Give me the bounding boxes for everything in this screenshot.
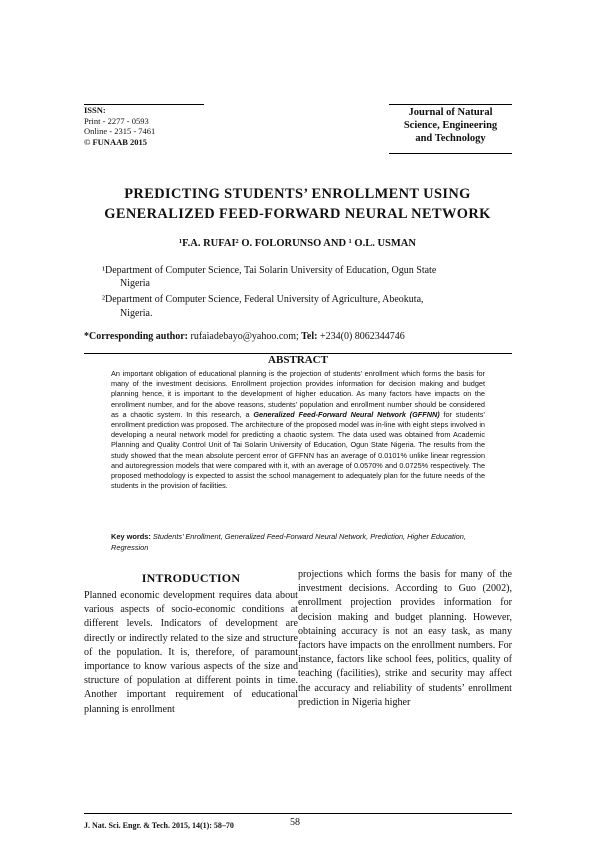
- introduction-heading: INTRODUCTION: [141, 571, 241, 585]
- issn-print: Print - 2277 - 0593: [84, 115, 149, 126]
- keywords: [111, 532, 485, 553]
- issn-block: [84, 104, 204, 151]
- affiliation-1-line-1: ¹Department of Computer Science, Tai Solarin University of Education, Ogun State: [102, 265, 437, 276]
- affiliations: [102, 264, 522, 323]
- corresponding-tel: +234(0) 8062344746: [317, 331, 405, 342]
- journal-name-line-2: Science, Engineering: [403, 120, 498, 131]
- issn-online: Online - 2315 - 7461: [84, 126, 156, 136]
- abstract-text-2: for students’ enrollment prediction was proposed. The architecture of the proposed model was in-line with eight steps involved in developing a neural network model for predicting a chaotic system. The data used was obtained from Academic Planning and Quality Control Unit of Tai Solarin University of Education, Ogun State Nigeria. The results from the study showed that the mean absolute percent error of GFFNN has an average of 0.0101% unlike linear regression and autoregression models that were compared with it, with an average of 0.0570% and 0.0725% respectively. The proposed methodology is expected to assist the school management to adequately plan for the future needs of the students in the provision of facilities.: [111, 409, 485, 491]
- affiliation-2-line-1: ²Department of Computer Science, Federal University of Agriculture, Abeokuta,: [102, 294, 424, 306]
- issn-label: ISSN:: [84, 105, 106, 115]
- keywords-label: Key words:: [111, 532, 151, 541]
- corresponding-email[interactable]: rufaiadebayo@yahoo.com;: [188, 331, 299, 342]
- journal-name-line-3: and Technology: [415, 133, 486, 144]
- keywords-value: Students’ Enrollment, Generalized Feed-Forward Neural Network, Prediction, Higher Education, Regression: [111, 532, 466, 552]
- tel-label: Tel:: [298, 331, 318, 342]
- abstract-text-1: An important obligation of educational planning is the projection of students’ enrollment which forms the basis for many of the investment decisions. Enrollment projection provides information for decision making and budget planning hence, it is important to the development of higher education. As many factors have impacts on the enrollment number, and for the above reasons, students’ population and enrollment number should be considered as a chaotic system. In this research, a: [111, 369, 485, 419]
- body-column-right: [298, 568, 512, 710]
- body-column-left: [84, 568, 298, 717]
- corresponding-label: *Corresponding author:: [84, 331, 188, 342]
- footer-citation: J. Nat. Sci. Engr. & Tech. 2015, 14(1): 58–70: [84, 821, 234, 830]
- abstract-emphasis: Generalized Feed-Forward Neural Network (GFFNN): [253, 409, 440, 419]
- paper-title-line-2: GENERALIZED FEED-FORWARD NEURAL NETWORK: [104, 206, 491, 222]
- affiliation-1-line-2: Nigeria: [120, 278, 150, 290]
- copyright: © FUNAAB 2015: [84, 136, 148, 147]
- affiliation-2-line-2: Nigeria.: [120, 307, 153, 319]
- introduction-text-left: Planned economic development requires data about various aspects of socio-economic conditions at different levels. Indicators of development are directly or indirectly related to the size and structure of the population. It is, therefore, of paramount importance to know various aspects of the size and structure of population at different points in time. Another important requirement of educational planning is enrollment: [84, 590, 298, 715]
- introduction-text-right: projections which forms the basis for many of the investment decisions. According to Guo (2002), enrollment projection provides information for decision making and budget planning. However, obtaining accuracy is not an easy task, as many factors have impacts on the enrollment numbers. For instance, factors like school fees, politics, quality of teaching (facilities), strike and security may affect the accuracy and reliability of students’ enrollment prediction in Nigeria higher: [298, 569, 512, 708]
- footer-divider: [84, 813, 512, 814]
- paper-title-line-1: PREDICTING STUDENTS’ ENROLLMENT USING: [124, 186, 471, 202]
- abstract-body: [111, 369, 485, 491]
- paper-title: [40, 184, 555, 224]
- page-number: 58: [290, 817, 300, 828]
- corresponding-author: [84, 331, 405, 342]
- journal-name-block: [389, 104, 512, 154]
- abstract-heading: ABSTRACT: [268, 354, 328, 366]
- authors: ¹F.A. RUFAI² O. FOLORUNSO AND ¹ O.L. USMAN: [179, 238, 416, 249]
- affiliation-1: [102, 264, 522, 290]
- journal-name-line-1: Journal of Natural: [408, 107, 493, 118]
- affiliation-2: [102, 293, 522, 319]
